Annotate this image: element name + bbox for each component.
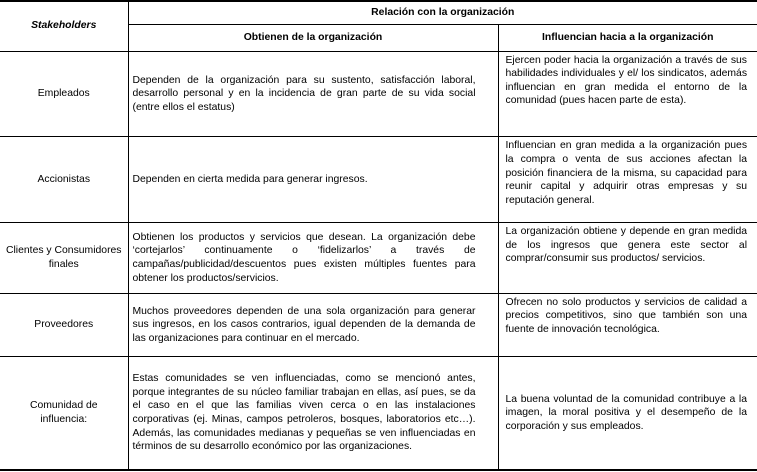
influence-header: Influencian hacia a la organización (498, 25, 757, 52)
obtain-text: Muchos proveedores dependen de una sola organización para generar sus ingresos, en los casos contrarios, igual dependen de la demanda de las organizaciones para continuar en el mercado. (128, 293, 498, 356)
stakeholder-name: Accionistas (0, 137, 128, 223)
stakeholder-name: Empleados (0, 51, 128, 137)
obtain-text: Obtienen los productos y servicios que desean. La organización debe ‘cortejarlos’ continuamente o ‘fidelizarlos’ a través de campañas/publicidad/descuentos pues existen múltiples fuentes para obtener los productos/servicios. (128, 223, 498, 294)
table-row (0, 293, 757, 356)
influence-text: Ofrecen no solo productos y servicios de calidad a precios competitivos, sino que también son una fuente de innovación tecnológica. (505, 296, 748, 335)
influence-text: La organización obtiene y depende en gran medida de los ingresos que genera este sector al comprar/consumir sus productos/ servicios. (505, 226, 748, 265)
relation-header: Relación con la organización (371, 7, 515, 19)
table-row (0, 51, 757, 137)
table-row (0, 357, 757, 470)
influence-text: La buena voluntad de la comunidad contribuye a la imagen, la moral positiva y el desempeño de la corporación y sus empleados. (505, 393, 748, 432)
stakeholder-name: Clientes y Consumidores finales (0, 223, 128, 294)
influence-text: Influencian en gran medida a la organización pues la compra o venta de sus acciones afectan la posición financiera de la misma, su capacidad para reunir capital y adquirir otras empresas y su reputación general. (505, 140, 748, 206)
stakeholder-name: Comunidad de influencia: (0, 357, 128, 470)
stakeholders-header: Stakeholders (0, 1, 128, 51)
obtain-text: Estas comunidades se ven influenciadas, como se mencionó antes, porque integrantes de su núcleo familiar trabajan en ellas, así pues, se da el caso en el que las familias viven cerca o en las instalaciones corporativas (ej. Minas, campos petroleros, bosques, laboratorios etc…). Además, las comunidades medianas y pequeñas se ven influenciadas en términos de su desarrollo económico por las organizaciones. (128, 357, 498, 470)
obtain-text: Dependen en cierta medida para generar ingresos. (128, 137, 498, 223)
obtain-header: Obtienen de la organización (128, 25, 498, 52)
table-row (0, 137, 757, 223)
table-row (0, 223, 757, 294)
header-row-1 (0, 1, 757, 25)
influence-text: Ejercen poder hacia la organización a través de sus habilidades individuales y el/ los sindicatos, además influencian en gran medida el entorno de la comunidad (pues hacen parte de esta). (505, 54, 748, 107)
obtain-text: Dependen de la organización para su sustento, satisfacción laboral, desarrollo personal y en la incidencia de gran parte de su vida social (entre ellos el estatus) (128, 51, 498, 137)
stakeholder-name: Proveedores (0, 293, 128, 356)
